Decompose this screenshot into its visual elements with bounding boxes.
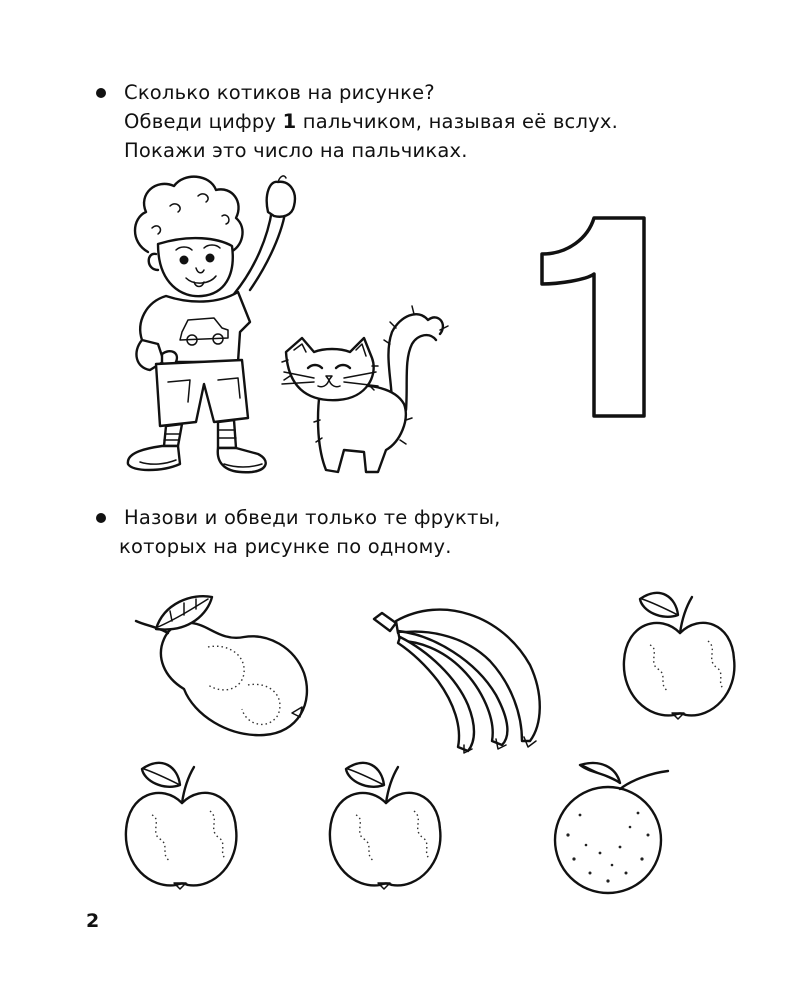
page-number: 2 (86, 910, 100, 932)
pear-illustration[interactable] (128, 585, 323, 745)
task-1-line-2-end: пальчиком, называя её вслух. (296, 110, 618, 133)
task-2-line-1: Назови и обведи только те фрукты, (124, 506, 501, 529)
apple-illustration[interactable] (122, 745, 242, 895)
apple-illustration[interactable] (326, 745, 446, 895)
boy-illustration (118, 172, 298, 482)
task-1-line-2-start: Обведи цифру (124, 110, 283, 133)
outlined-number-one (538, 214, 650, 424)
digit-bold: 1 (282, 110, 297, 133)
task-1-line-3: Покажи это число на пальчиках. (124, 139, 468, 162)
big-number-text: 1 (594, 413, 596, 415)
task-1 (96, 78, 618, 165)
task-1-line-1: Сколько котиков на рисунке? (124, 81, 435, 104)
apple-illustration[interactable] (620, 575, 740, 725)
task-2-line-2: которых на рисунке по одному. (119, 535, 452, 558)
cat-illustration (280, 300, 455, 485)
banana-bunch-illustration[interactable] (372, 585, 557, 755)
task-2 (96, 503, 501, 561)
bullet-icon (96, 513, 106, 523)
task-1-line-2 (96, 107, 618, 136)
orange-illustration[interactable] (550, 755, 680, 900)
bullet-icon (96, 88, 106, 98)
